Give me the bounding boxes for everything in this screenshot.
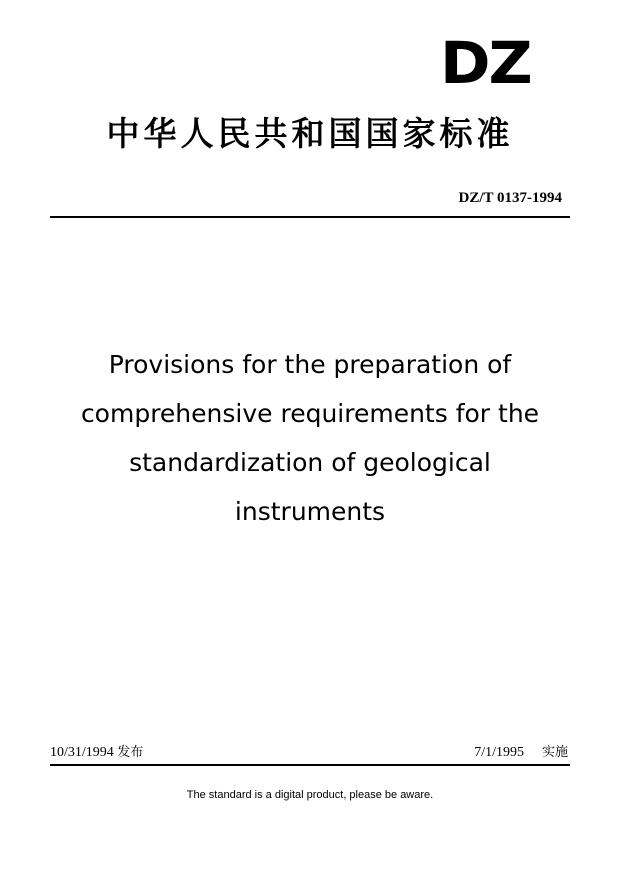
title-line: comprehensive requirements for the — [80, 399, 540, 428]
country-standard-title: 中华人民共和国国家标准 — [106, 114, 514, 153]
implementation-label: 实施 — [541, 745, 568, 760]
title-line: standardization of geological — [129, 448, 491, 477]
standard-code: DZ/T 0137-1994 — [458, 190, 562, 206]
bottom-divider — [50, 764, 570, 766]
title-line: Provisions for the preparation of — [108, 350, 512, 379]
issue-date-block — [50, 744, 143, 762]
issue-label: 发布 — [117, 745, 144, 760]
title-line: instruments — [234, 497, 386, 526]
dz-logo: DZ — [440, 29, 531, 97]
issue-date: 10/31/1994 — [50, 745, 114, 760]
document-title — [60, 340, 560, 536]
implementation-date-block — [474, 744, 568, 762]
top-divider — [50, 216, 570, 218]
implementation-date: 7/1/1995 — [474, 745, 524, 760]
digital-product-notice: The standard is a digital product, please be aware. — [186, 789, 434, 801]
